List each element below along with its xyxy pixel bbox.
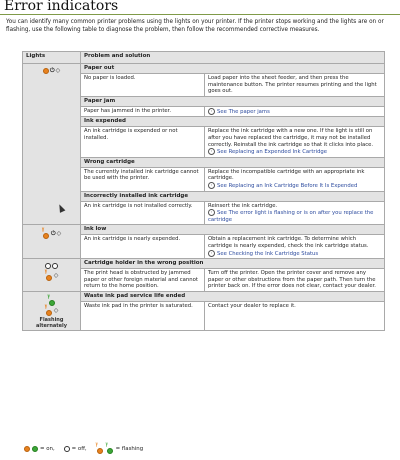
problem-cell: An ink cartridge is not installed correctly.	[81, 201, 205, 225]
solution-text: Replace the ink cartridge with a new one. If the light is still on after you have replaced the cartridge, it may not be installed correctly. Reinstall the ink cartridge so that it clicks into place.	[208, 128, 374, 148]
legend	[24, 444, 143, 454]
solution-cell	[205, 235, 385, 259]
column-header-lights: Lights	[23, 52, 81, 64]
ink-drop-icon: ◇	[53, 272, 59, 280]
legend-off-label: = off,	[71, 446, 87, 452]
table-row	[23, 291, 385, 301]
link-arrow-icon: ›	[208, 182, 215, 189]
orange-light-on-icon	[43, 68, 49, 74]
legend-green-on-icon	[32, 446, 38, 452]
legend-orange-flashing-icon: \|/	[96, 444, 104, 454]
legend-orange-on-icon	[24, 446, 30, 452]
link-arrow-icon: ›	[208, 148, 215, 155]
solution-cell	[205, 201, 385, 225]
legend-off-icon	[64, 446, 70, 452]
problem-cell: An ink cartridge is expended or not installed.	[81, 127, 205, 157]
table-row	[23, 225, 385, 235]
link-arrow-icon: ›	[208, 250, 215, 257]
light-pattern	[26, 229, 77, 239]
solution-cell	[205, 167, 385, 191]
problem-cell: An ink cartridge is nearly expended.	[81, 235, 205, 259]
problem-cell: The print head is obstructed by jammed paper or other foreign material and cannot return to the home position.	[81, 269, 205, 292]
ink-drop-icon: ◇	[53, 306, 59, 314]
power-button-icon: ⏻	[49, 67, 55, 74]
paper-jams-link[interactable]: See The paper jams	[217, 108, 270, 115]
link-arrow-icon: ›	[208, 108, 215, 115]
table-row	[23, 64, 385, 74]
row-heading: Ink low	[81, 225, 385, 235]
row-heading: Waste ink pad service life ended	[81, 291, 385, 301]
column-header-problem: Problem and solution	[81, 52, 385, 64]
orange-light-flashing-icon: \|/	[45, 306, 53, 316]
row-heading: Cartridge holder in the wrong position	[81, 259, 385, 269]
solution-cell: Load paper into the sheet feeder, and then press the maintenance button. The printer resumes printing and the light goes out.	[205, 74, 385, 97]
light-pattern	[26, 263, 77, 269]
green-light-flashing-icon: \|/	[48, 296, 56, 306]
power-button-icon: ⏻	[50, 230, 56, 238]
page-title: Error indicators	[4, 0, 119, 14]
error-indicator-table	[22, 51, 385, 331]
solution-text: Replace the incompatible cartridge with an appropriate ink cartridge.	[208, 168, 365, 182]
solution-cell	[205, 106, 385, 117]
lights-cell-ink-low	[23, 225, 81, 259]
orange-light-flashing-icon: \|/	[42, 229, 50, 239]
light-pattern	[26, 271, 77, 281]
row-heading: Paper out	[81, 64, 385, 74]
replace-expended-link[interactable]: See Replacing an Expended Ink Cartridge	[217, 149, 328, 156]
error-light-link[interactable]: See The error light is flashing or is on after you replace the cartridge	[208, 210, 374, 223]
lights-caption: Flashing alternately	[35, 316, 68, 329]
legend-on-label: = on,	[40, 446, 55, 452]
solution-text: Obtain a replacement ink cartridge. To determine which cartridge is nearly expended, check the ink cartridge status.	[208, 236, 369, 249]
light-off-icon	[52, 263, 58, 269]
problem-cell: The currently installed ink cartridge cannot be used with the printer.	[81, 167, 205, 191]
intro-paragraph: You can identify many common printer problems using the lights on your printer. If the printer stops working and the lights are on or flashing, use the following table to diagnose the problem, then follow the recommended corrective measures.	[6, 19, 384, 33]
solution-cell: Contact your dealer to replace it.	[205, 301, 385, 330]
table-header-row	[23, 52, 385, 64]
lights-cell-holder	[23, 259, 81, 292]
problem-cell: Waste ink pad in the printer is saturated.	[81, 301, 205, 330]
lights-cell-waste-ink	[23, 291, 81, 330]
problem-cell: No paper is loaded.	[81, 74, 205, 97]
title-divider	[0, 14, 400, 15]
solution-text: Reinsert the ink cartridge.	[208, 202, 278, 209]
row-heading: Wrong cartridge	[81, 157, 385, 167]
ink-drop-icon: ◇	[56, 230, 62, 238]
orange-light-flashing-icon: \|/	[45, 271, 53, 281]
ink-status-link[interactable]: See Checking the Ink Cartridge Status	[217, 250, 319, 257]
light-pattern	[26, 303, 77, 316]
problem-cell: Paper has jammed in the printer.	[81, 106, 205, 117]
row-heading: Ink expended	[81, 117, 385, 127]
solution-cell: Turn off the printer. Open the printer cover and remove any paper or other obstructions from the paper path. Then turn the printer back on. If the error does not clear, contact your dealer.	[205, 269, 385, 292]
light-pattern	[26, 68, 77, 74]
replace-before-expended-link[interactable]: See Replacing an Ink Cartridge Before It Is Expended	[217, 182, 358, 189]
light-pattern	[26, 293, 77, 306]
legend-green-flashing-icon: \|/	[106, 444, 114, 454]
row-heading: Incorrectly installed ink cartridge	[81, 191, 385, 201]
row-heading: Paper jam	[81, 96, 385, 106]
legend-flashing-label: = flashing	[115, 446, 144, 452]
ink-drop-icon: ◇	[55, 67, 61, 74]
solution-cell	[205, 127, 385, 157]
lights-cell-error	[23, 64, 81, 225]
link-arrow-icon: ›	[208, 209, 215, 216]
table-row	[23, 259, 385, 269]
